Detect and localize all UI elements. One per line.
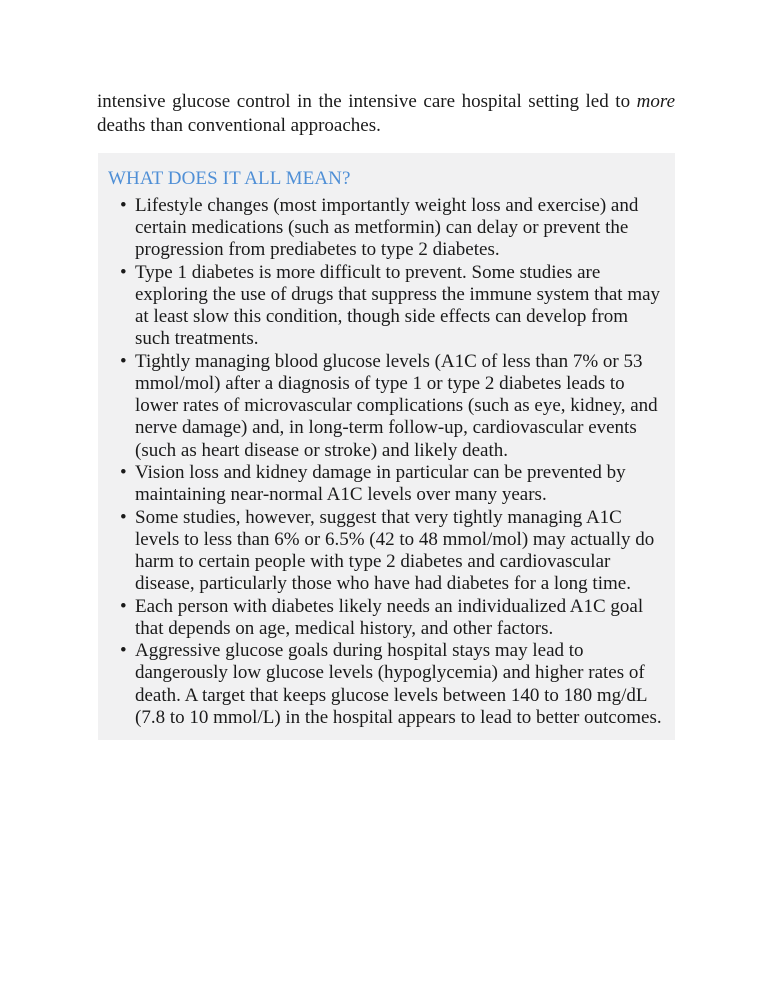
bullet-icon: • xyxy=(120,261,127,283)
bullet-item-tight-control xyxy=(108,351,665,462)
bullet-icon: • xyxy=(120,506,127,528)
bullet-item-vision-kidney xyxy=(108,462,665,506)
callout-bullet-list xyxy=(108,195,665,729)
bullet-icon: • xyxy=(120,640,127,662)
summary-callout-box xyxy=(98,153,675,740)
bullet-icon: • xyxy=(120,195,127,216)
callout-title: WHAT DOES IT ALL MEAN? xyxy=(108,168,351,189)
bullet-text: Aggressive glucose goals during hospital stays may lead to dangerously low glucose levels (hypoglycemia) and higher rates of death. A target that keeps glucose levels between 140 to 180 mg/dL (7.8 to 10 mmol/L) in the hospital appears to lead to better outcomes. xyxy=(135,640,662,728)
bullet-item-very-tight-harm xyxy=(108,507,665,596)
bullet-text: Some studies, however, suggest that very tightly managing A1C levels to less than 6% or 6.5% (42 to 48 mmol/mol) may actually do harm to certain people with type 2 diabetes and cardiovascular disease, particularly those who have had diabetes for a long time. xyxy=(135,506,655,595)
bullet-icon: • xyxy=(120,350,127,372)
bullet-text: Tightly managing blood glucose levels (A1C of less than 7% or 53 mmol/mol) after a diagnosis of type 1 or type 2 diabetes leads to lower rates of microvascular complications (such as eye, kidney, and nerve damage) and, in long-term follow-up, cardiovascular events (such as heart disease or stroke) and likely death. xyxy=(135,350,658,461)
bullet-item-individualized-goal xyxy=(108,596,665,640)
bullet-icon: • xyxy=(120,462,127,483)
bullet-text: Type 1 diabetes is more difficult to prevent. Some studies are exploring the use of drugs that suppress the immune system that may at least slow this condition, though side effects can develop from such treatments. xyxy=(135,261,661,350)
bullet-text: Each person with diabetes likely needs an individualized A1C goal that depends on age, medical history, and other factors. xyxy=(135,595,644,639)
bullet-item-lifestyle xyxy=(108,195,665,262)
intro-paragraph xyxy=(97,90,675,138)
bullet-icon: • xyxy=(120,595,127,617)
bullet-text: Lifestyle changes (most importantly weight loss and exercise) and certain medications (such as metformin) can delay or prevent the progression from prediabetes to type 2 diabetes. xyxy=(135,195,639,261)
bullet-item-type1-prevention xyxy=(108,262,665,351)
intro-text-after: deaths than conventional approaches. xyxy=(97,115,381,136)
bullet-item-hospital-goals xyxy=(108,640,665,729)
bullet-text: Vision loss and kidney damage in particular can be prevented by maintaining near-normal A1C levels over many years. xyxy=(135,462,626,506)
intro-text-before: intensive glucose control in the intensive care hospital setting led to xyxy=(97,91,637,112)
intro-emphasis: more xyxy=(636,91,675,112)
